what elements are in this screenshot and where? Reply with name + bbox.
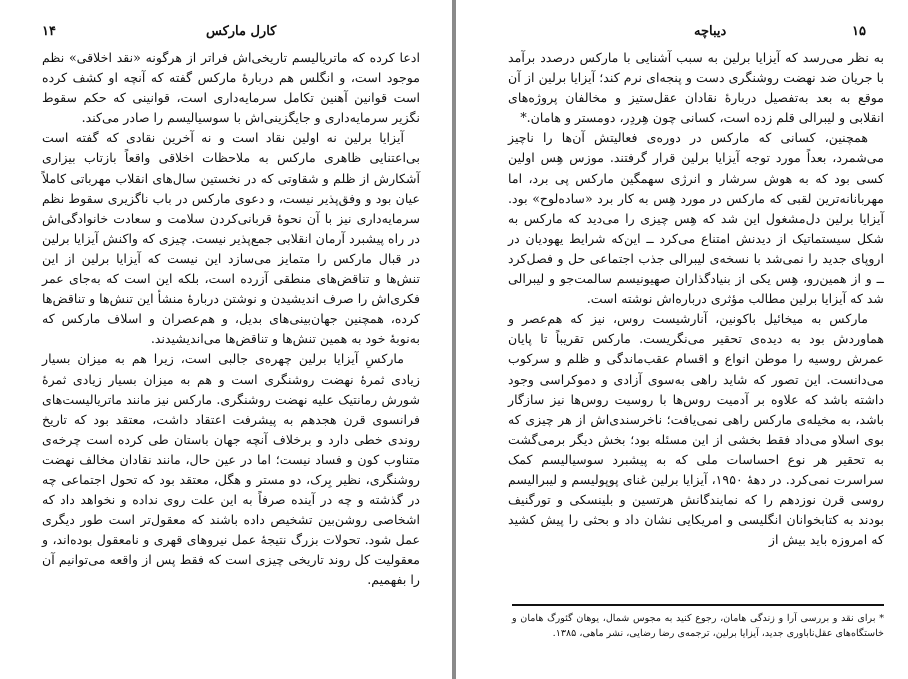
paragraph: ادعا کرده که ماتریالیسم تاریخی‌اش فراتر از هرگونه «نقد اخلاقی» نظم موجود است، و انگلس هم دربارهٔ مارکس گفته که آنچه او کشف کرده است قوانین آهنین تکامل سرمایه‌داری است، قوانینی که حکم سقوط نگزیر سرمایه‌داری و جایگزینی‌اش با سوسیالیسم را صادر می‌کند. <box>42 50 420 126</box>
footnote: * برای نقد و بررسی آرا و زندگی هامان، رجوع کنید به مجوس شمال، یوهان گئورگ هامان و خاستگاه‌های عقل‌ناباوری جدید، آیزایا برلین، ترجمه‌ی رضا رضایی، نشر ماهی، ۱۳۸۵. <box>512 613 884 639</box>
body-text <box>508 48 884 550</box>
page-number: ۱۴ <box>42 24 56 39</box>
footnote-divider <box>512 604 884 606</box>
running-title: کارل مارکس <box>206 24 277 39</box>
left-page <box>0 0 452 679</box>
page-number: ۱۵ <box>852 24 866 39</box>
paragraph: همچنین، کسانی که مارکس در دوره‌ی فعالیتش آن‌ها را ناچیز می‌شمرد، بعداً مورد توجه آیزایا برلین قرار گرفتند. موزس هِس اولین کسی بود که به هوش سرشار و انرژی سهمگین مارکس پی برد، اما مهربانانه‌ترین لقبی که مارکس در مورد هِس به کار برد «ساده‌لوح» بود. آیزایا برلین دل‌مشغول این شد که هِس چیزی را می‌دید که مارکس به شکل سیستماتیک از دیدنش امتناع می‌کرد ــ این‌که شرایط یهودیان در اروپای جدید را نمی‌شد با نسخه‌ی لیبرالی جذب اجتماعی حل و فصل‌کرد ــ و از همین‌رو، هِس یکی از بنیادگذاران صهیونیسم سالمت‌جو و لیبرالی شد که آیزایا برلین مطالب مؤثری درباره‌اش نوشته است. <box>508 130 884 307</box>
paragraph: مارکسِ آیزایا برلین چهره‌ی جالبی است، زیرا هم به میزان بسیار زیادی ثمرهٔ نهضت روشنگری است و هم به میزان بسیار زیادی ثمرهٔ شورش رمانتیک علیه نهضت روشنگری. مارکس نیز مانند ماتریالیست‌های فرانسوی قرن هجدهم به پیشرفت اعتقاد داشت، معتقد بود که تاریخ روندی خطی دارد و برخلاف آنچه جهان باستان طی کرده است چرخه‌ی متناوب کون و فساد نیست؛ اما در عین حال، مانند نقادان مخالف نهضت روشنگری، نظیر بِرک، دو مستر و هگل، معتقد بود که تحول اجتماعی چه در گذشته و چه در آینده صرفاً به این علت روی نداده و نخواهد داد که اشخاصی روشن‌بین تشخیص داده باشند که معقول‌تر است طور دیگری عمل شود. تحولات بزرگ نتیجهٔ عمل نیروهای قهری و نامعقول بوده‌اند، و معقولیت کل روند تاریخی چیزی است که فقط پس از واقعه می‌توانیم آن را بفهمیم. <box>42 351 420 588</box>
paragraph: مارکس به میخائیل باکونین، آنارشیست روس، نیز که هم‌عصر و هماوردش بود به دیده‌ی تحقیر می‌نگریست. مارکس تقریباً تا پایان عمرش روسیه را موطن انواع و اقسام عقب‌ماندگی و ظلم و سرکوب می‌دانست. این تصور که شاید راهی به‌سوی آزادی و دموکراسی وجود داشته باشد که علاوه بر آدمیت روس‌ها با روسیت روس‌ها نیز سازگار باشد، به مخیله‌ی مارکس راهی نمی‌یافت؛ ناخرسندی‌اش از هر چیزی که بوی اسلاو می‌داد فقط بخشی از این مسئله بود؛ بخش دیگر برمی‌گشت به تحقیر هر نوع احساسات ملی که به پیشبرد سوسیالیسم کمک سراسرت نمی‌کرد. در دههٔ ۱۹۵۰، آیزایا برلین غنای پوپولیسم و لیبرالیسم روسی قرن نوزدهم را که نمایندگانش هرتسین و بلینسکی و تورگنیف بودند به کتابخوانان انگلیسی و امریکایی نشان داد و بحثی را پیش کشید که امروزه باید بیش از <box>508 311 884 548</box>
paragraph: به نظر می‌رسد که آیزایا برلین به سبب آشنایی با مارکس درصدد برآمد با جریان ضد نهضت روشنگری دست و پنجه‌ای نرم کند؛ آیزایا برلین از آن موقع به بعد به‌تفصیل دربارهٔ نقادان عقل‌ستیز و مخالفان پروژه‌های انقلابی و لیبرالی قلم زده است، کسانی چون هِردِر، دومستر و هامان.* <box>508 50 884 126</box>
right-page <box>456 0 908 679</box>
paragraph: آیزایا برلین نه اولین نقاد است و نه آخرین نقادی که گفته است بی‌اعتنایی ظاهری مارکس به ملاحظات اخلاقی واقعاً بازتاب بیزاری آشکارش از ظلم و شقاوتی که در نخستین سال‌های انقلاب مهرباتی کاملاً عیان بود و وفق‌پذیر نیست، و دعوی مارکس در باب ناگزیری سقوط نظم سرمایه‌داری نیز با آن نحوهٔ قربانی‌کردن سلامت و سعادت خانوادگی‌اش در راه پیشبرد آرمان انقلابی جمع‌پذیر نیست. چیزی که واکنش آیزایا برلین در قبال مارکس را متمایز می‌سازد این نیست که آیزایا برلین از این تنش‌ها و تناقض‌های منطقی آزرده است، بلکه این است که به‌جای عمر فکری‌اش را صرف اندیشیدن و نوشتن دربارهٔ منشأ این تنش‌ها و تناقض‌ها کرده، همچنین جهان‌بینی‌های بدیل، و هم‌عصران و اسلاف مارکس که به‌نوبهٔ خود به همین تنش‌ها و تناقض‌ها می‌اندیشیدند. <box>42 130 420 347</box>
running-title: دیباچه <box>694 24 727 39</box>
body-text <box>42 48 420 591</box>
